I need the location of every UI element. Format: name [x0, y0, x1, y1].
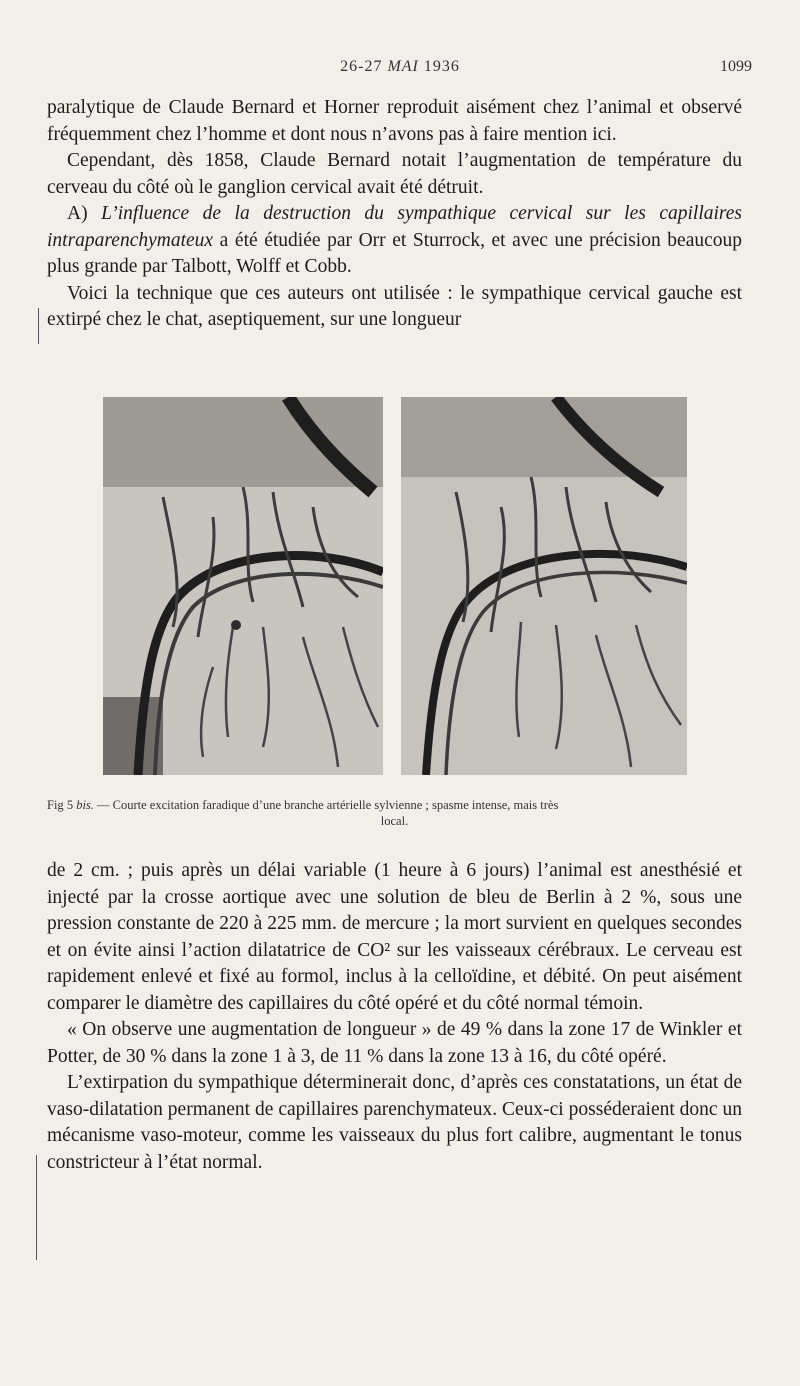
- vessel-image-left: [103, 397, 383, 775]
- paragraph-3-italic: L’influence de la destruction du sympathique cervical sur les capillaires intraparenchymateux: [47, 203, 743, 251]
- paragraph-6: « On observe une augmentation de longueur » de 49 % dans la zone 17 de Winkler et Potter, de 30 % dans la zone 1 à 3, de 11 % dans la zone 13 à 16, du côté opéré.: [47, 1019, 742, 1067]
- figure-5bis: [103, 397, 687, 777]
- caption-label: Fig: [47, 798, 64, 812]
- header-year: 1936: [423, 58, 460, 75]
- photo-before: [103, 397, 383, 775]
- page-number: 1099: [720, 58, 752, 75]
- paragraph-3: [47, 201, 742, 281]
- paragraph-5: de 2 cm. ; puis après un délai variable (1 heure à 6 jours) l’animal est anesthésié et injecté par la crosse aortique avec une solution de bleu de Berlin à 2 %, sous une pression constante de 220 à 225 mm. de mercure ; la mort survient en quelques secondes et on évite ainsi l’action dilatatrice de CO² sur les vaisseaux cérébraux. Le cerveau est rapidement enlevé et fixé au formol, inclus à la celloïdine, et débité. On peut aisément comparer le diamètre des capillaires du côté opéré et du côté normal témoin.: [47, 860, 742, 1014]
- paragraph-1: paralytique de Claude Bernard et Horner reproduit aisément chez l’animal et observé fréquemment chez l’homme et dont nous n’avons pas à faire mention ici.: [47, 97, 742, 145]
- header-month: MAI: [387, 58, 419, 75]
- header-date-prefix: 26-27: [340, 58, 383, 75]
- paragraph-7: L’extirpation du sympathique déterminerait donc, d’après ces constatations, un état de vaso-dilatation permanent de capillaires parenchymateux. Ceux-ci posséderaient donc un mécanisme vaso-moteur, comme les vaisseaux du plus fort calibre, augmentant le tonus constricteur à l’état normal.: [47, 1072, 742, 1173]
- header-date: [0, 58, 800, 76]
- paragraph-2: Cependant, dès 1858, Claude Bernard notait l’augmentation de température du cerveau du côté où le ganglion cervical avait été détruit.: [47, 150, 742, 198]
- paragraph-3-prefix: A): [67, 203, 88, 224]
- figure-caption: [47, 797, 742, 829]
- photo-after: [401, 397, 687, 775]
- caption-suffix: bis.: [76, 798, 94, 812]
- upper-text-block: [47, 95, 742, 334]
- margin-pencil-mark: [38, 308, 39, 344]
- caption-number: 5: [66, 798, 74, 812]
- margin-pencil-mark-lower: [36, 1155, 37, 1260]
- paragraph-4: Voici la technique que ces auteurs ont utilisée : le sympathique cervical gauche est extirpé chez le chat, aseptiquement, sur une longueur: [47, 282, 742, 330]
- caption-text: — Courte excitation faradique d’une branche artérielle sylvienne ; spasme intense, mais très: [97, 798, 559, 812]
- paragraph-3-rest: a été étudiée par Orr et Sturrock, et avec une précision beaucoup plus grande par Talbott, Wolff et Cobb.: [47, 229, 743, 277]
- vessel-image-right: [401, 397, 687, 775]
- caption-end: local.: [380, 814, 409, 828]
- lower-text-block: [47, 858, 742, 1176]
- running-header: [0, 58, 800, 84]
